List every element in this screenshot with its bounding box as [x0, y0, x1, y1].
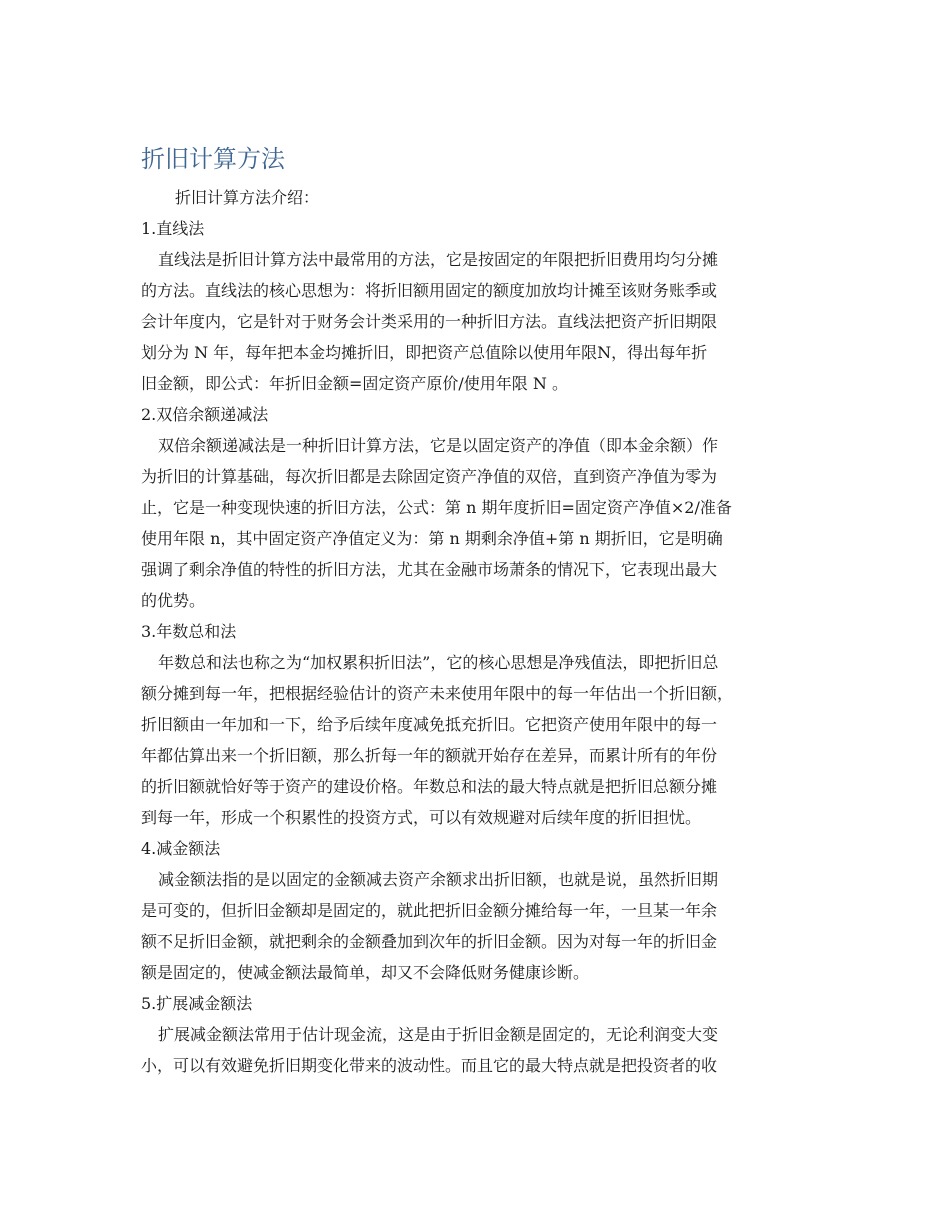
paragraph-line: 的折旧额就恰好等于资产的建设价格。年数总和法的最大特点就是把折旧总额分摊 — [141, 777, 718, 796]
paragraph-line: 折旧额由一年加和一下，给予后续年度减免抵充折旧。它把资产使用年限中的每一 — [141, 715, 718, 734]
paragraph-line: 额不足折旧金额，就把剩余的金额叠加到次年的折旧金额。因为对每一年的折旧金 — [141, 932, 718, 951]
paragraph-line: 扩展减金额法常用于估计现金流，这是由于折旧金额是固定的，无论利润变大变 — [158, 1025, 719, 1044]
paragraph-line: 额是固定的，使减金额法最简单，却又不会降低财务健康诊断。 — [141, 963, 590, 982]
paragraph-line: 直线法是折旧计算方法中最常用的方法，它是按固定的年限把折旧费用均匀分摊 — [158, 250, 719, 269]
paragraph-line: 额分摊到每一年，把根据经验估计的资产未来使用年限中的每一年估出一个折旧额， — [141, 684, 734, 703]
paragraph-line: 旧金额，即公式：年折旧金额=固定资产原价/使用年限 N 。 — [141, 374, 568, 393]
paragraph-line: 的方法。直线法的核心思想为：将折旧额用固定的额度加放均计摊至该财务账季或 — [141, 281, 718, 300]
paragraph-line: 双倍余额递减法是一种折旧计算方法，它是以固定资产的净值（即本金余额）作 — [158, 436, 719, 455]
paragraph-line: 小，可以有效避免折旧期变化带来的波动性。而且它的最大特点就是把投资者的收 — [141, 1056, 718, 1075]
paragraph-line: 减金额法指的是以固定的金额减去资产余额求出折旧额，也就是说，虽然折旧期 — [158, 870, 719, 889]
section-paragraph — [141, 1019, 821, 1081]
intro-text: 折旧计算方法介绍： — [175, 188, 320, 207]
document-title: 折旧计算方法 — [141, 145, 285, 173]
paragraph-line: 强调了剩余净值的特性的折旧方法，尤其在金融市场萧条的情况下，它表现出最大 — [141, 560, 718, 579]
section-heading: 5.扩展减金额法 — [141, 994, 253, 1013]
paragraph-line: 止，它是一种变现快速的折旧方法，公式：第 n 期年度折旧=固定资产净值×2/准备 — [141, 498, 732, 517]
section-heading: 3.年数总和法 — [141, 622, 237, 641]
sections-container — [141, 213, 821, 1081]
section-paragraph — [141, 864, 821, 988]
section-heading: 1.直线法 — [141, 219, 205, 238]
section-heading: 4.减金额法 — [141, 839, 221, 858]
section-paragraph — [141, 430, 821, 616]
paragraph-line: 划分为 N 年，每年把本金均摊折旧，即把资产总值除以使用年限N，得出每年折 — [141, 343, 708, 362]
paragraph-line: 到每一年，形成一个积累性的投资方式，可以有效规避对后续年度的折旧担忧。 — [141, 808, 702, 827]
section-heading: 2.双倍余额递减法 — [141, 405, 269, 424]
section-paragraph — [141, 647, 821, 833]
document-page — [141, 142, 821, 1081]
paragraph-line: 使用年限 n，其中固定资产净值定义为：第 n 期剩余净值+第 n 期折旧，它是明确 — [141, 529, 723, 548]
paragraph-line: 的优势。 — [141, 591, 206, 610]
paragraph-line: 是可变的，但折旧金额却是固定的，就此把折旧金额分摊给每一年，一旦某一年余 — [141, 901, 718, 920]
paragraph-line: 年数总和法也称之为“加权累积折旧法”，它的核心思想是净残值法，即把折旧总 — [158, 653, 719, 672]
section-paragraph — [141, 244, 821, 399]
paragraph-line: 年都估算出来一个折旧额，那么折每一年的额就开始存在差异，而累计所有的年份 — [141, 746, 718, 765]
paragraph-line: 为折旧的计算基础，每次折旧都是去除固定资产净值的双倍，直到资产净值为零为 — [141, 467, 718, 486]
paragraph-line: 会计年度内，它是针对于财务会计类采用的一种折旧方法。直线法把资产折旧期限 — [141, 312, 718, 331]
